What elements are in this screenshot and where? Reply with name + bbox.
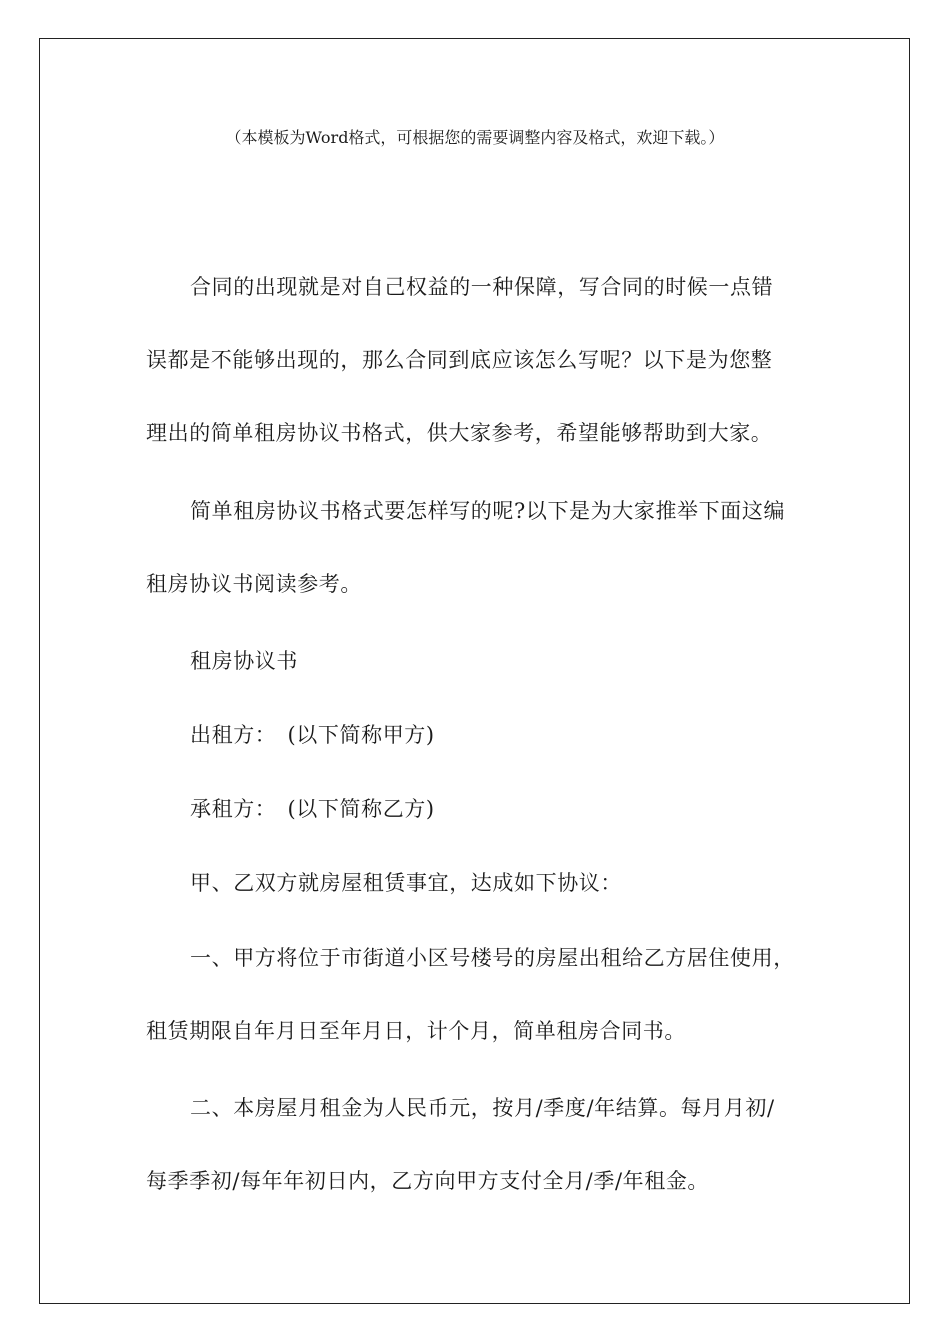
lessor-line [146,699,826,772]
lessee-line [146,773,826,846]
agreement-preamble [146,847,826,920]
paragraph-line: 误都是不能够出现的，那么合同到底应该怎么写呢？以下是为您整 [146,348,773,372]
intro-paragraph [146,251,826,470]
template-note: （本模板为Word格式，可根据您的需要调整内容及格式，欢迎下载。） [225,128,725,147]
clause-2 [146,1072,826,1218]
paragraph-line: 每季季初/每年年初日内，乙方向甲方支付全月/季/年租金。 [146,1169,710,1193]
paragraph-line: 租赁期限自年月日至年月日，计个月，简单租房合同书。 [146,1019,686,1043]
paragraph-line: 租房协议书 [190,649,298,673]
paragraph-line: 甲、乙双方就房屋租赁事宜，达成如下协议： [190,871,622,895]
agreement-title [146,625,826,698]
lead-in-paragraph [146,475,826,621]
paragraph-line: 租房协议书阅读参考。 [146,572,362,596]
paragraph-line: 二、本房屋月租金为人民币元，按月/季度/年结算。每月月初/ [190,1096,775,1120]
paragraph-line: 合同的出现就是对自己权益的一种保障，写合同的时候一点错 [190,275,774,299]
paragraph-line: 一、甲方将位于市街道小区号楼号的房屋出租给乙方居住使用， [190,946,795,970]
paragraph-line: 承租方： (以下简称乙方) [190,797,435,821]
paragraph-line: 简单租房协议书格式要怎样写的呢?以下是为大家推举下面这编 [190,499,786,523]
clause-1 [146,922,826,1068]
paragraph-line: 理出的简单租房协议书格式，供大家参考，希望能够帮助到大家。 [146,421,773,445]
paragraph-line: 出租方： (以下简称甲方) [190,723,435,747]
